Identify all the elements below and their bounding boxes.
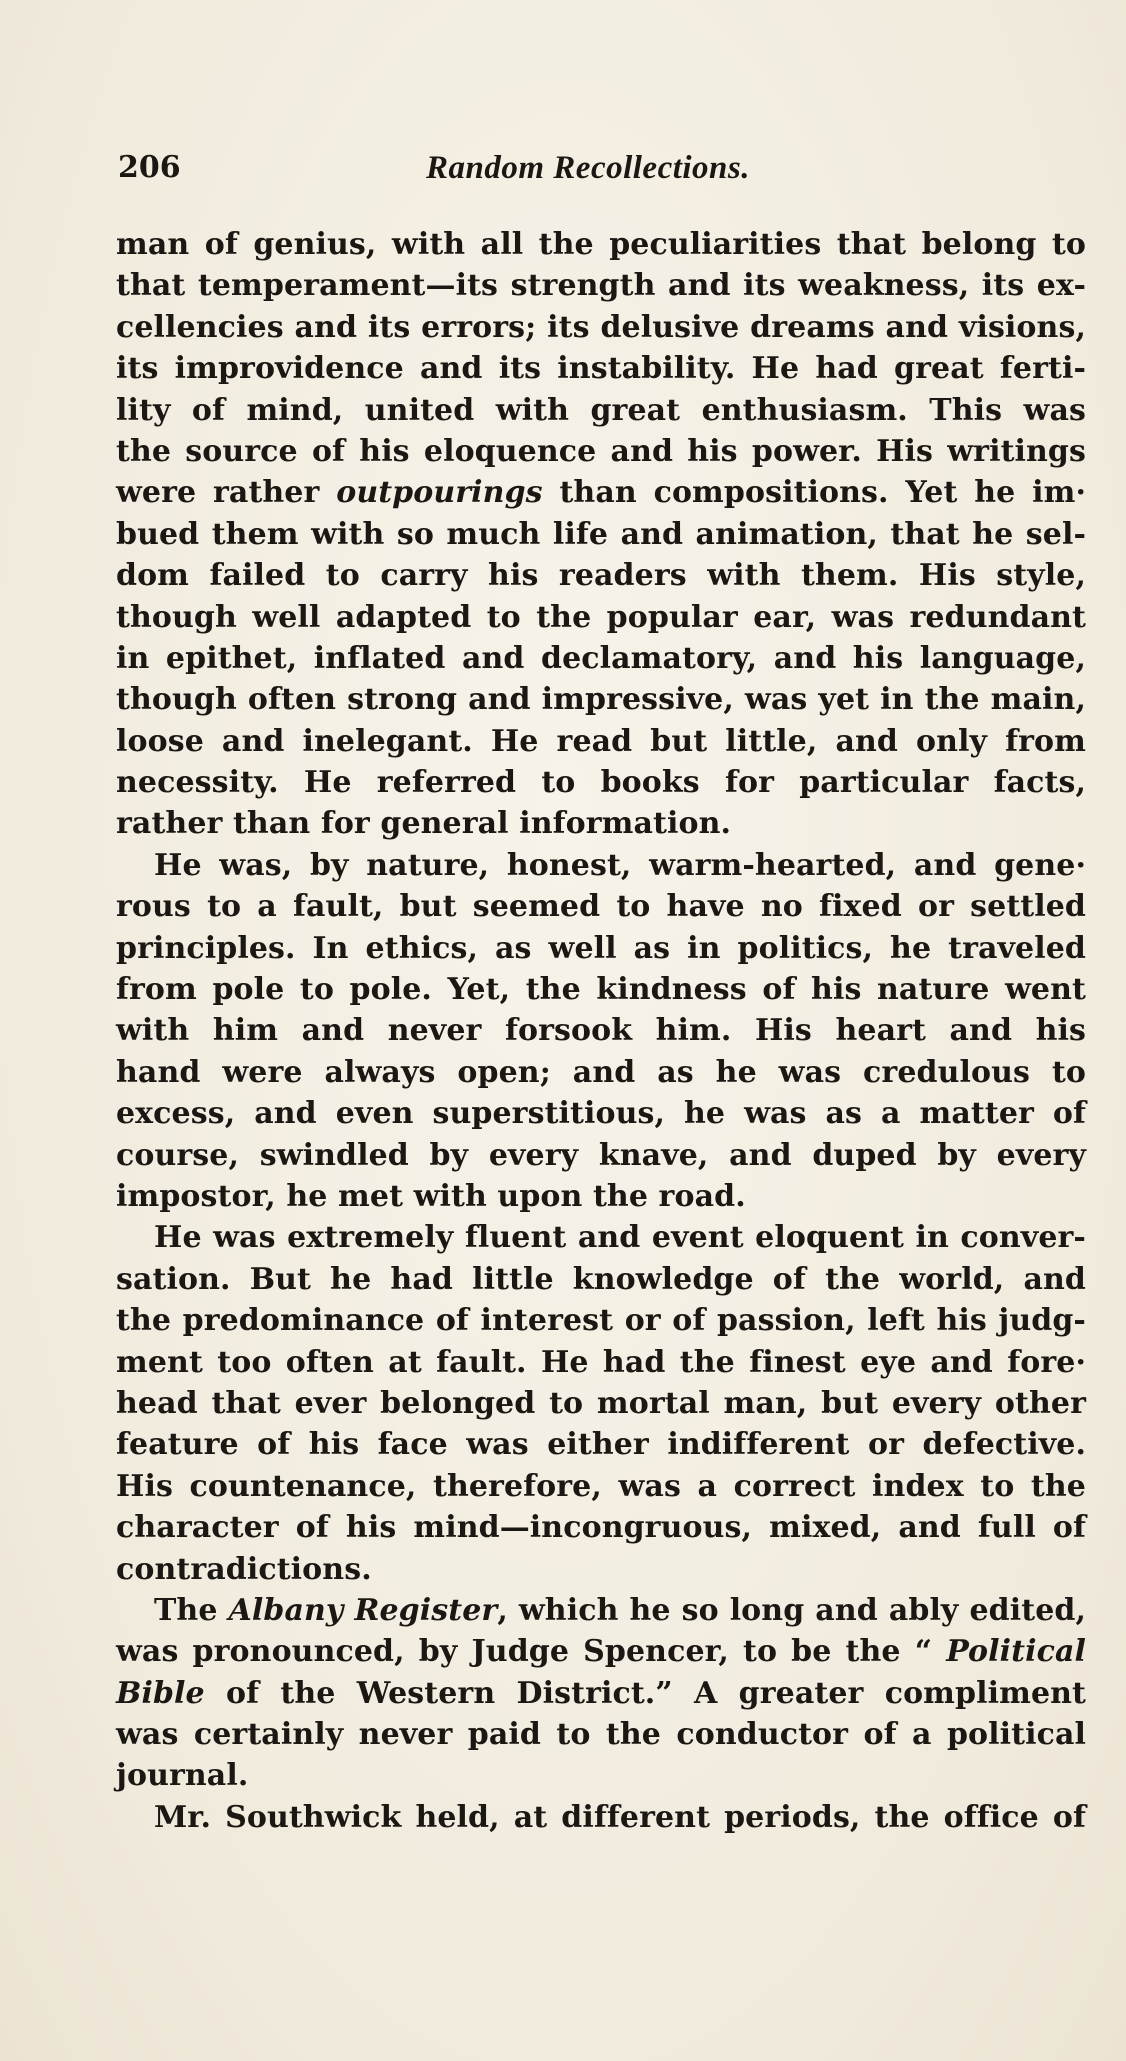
text-segment: from pole to pole. Yet, the kindness of his nature went xyxy=(116,972,1086,1008)
text-segment: the source of his eloquence and his power. His writings xyxy=(116,433,1086,469)
text-line xyxy=(116,1507,1086,1548)
text-line xyxy=(116,1590,1086,1631)
text-segment: course, swindled by every knave, and duped by every xyxy=(116,1137,1086,1173)
text-segment: loose and inelegant. He read but little, and only from xyxy=(116,723,1086,759)
text-line xyxy=(116,803,1086,844)
text-segment: of the Western District.” A greater compliment xyxy=(204,1675,1086,1711)
text-segment: principles. In ethics, as well as in politics, he traveled xyxy=(116,930,1086,966)
text-segment: necessity. He referred to books for particular facts, xyxy=(116,765,1086,801)
text-line xyxy=(116,845,1086,886)
text-line xyxy=(116,1424,1086,1465)
italic-text: Political xyxy=(946,1634,1086,1670)
text-line xyxy=(116,1135,1086,1176)
text-segment: its improvidence and its instability. He had great ferti- xyxy=(116,351,1086,387)
text-line xyxy=(116,1797,1086,1838)
text-line xyxy=(116,1714,1086,1755)
text-segment: lity of mind, united with great enthusiasm. This was xyxy=(116,392,1086,428)
text-line xyxy=(116,638,1086,679)
text-line xyxy=(116,1549,1086,1590)
italic-text: Albany Register xyxy=(228,1592,498,1628)
text-segment: bued them with so much life and animation, that he sel- xyxy=(116,516,1086,552)
text-line xyxy=(116,969,1086,1010)
text-line xyxy=(116,390,1086,431)
text-segment: hand were always open; and as he was credulous to xyxy=(116,1054,1086,1090)
text-line xyxy=(116,514,1086,555)
page-number: 206 xyxy=(118,150,181,185)
text-line xyxy=(116,1673,1086,1714)
text-segment: that temperament—its strength and its weakness, its ex- xyxy=(116,268,1086,304)
text-segment: in epithet, inflated and declamatory, and his language, xyxy=(116,640,1086,676)
text-segment: dom failed to carry his readers with them. His style, xyxy=(116,558,1086,594)
text-line xyxy=(116,1466,1086,1507)
text-line xyxy=(116,1217,1086,1258)
text-segment: character of his mind—incongruous, mixed, and full of xyxy=(116,1510,1086,1546)
text-segment: with him and never forsook him. His heart and his xyxy=(116,1013,1086,1049)
text-line xyxy=(116,307,1086,348)
text-line xyxy=(116,721,1086,762)
text-line xyxy=(116,679,1086,720)
text-line xyxy=(116,886,1086,927)
text-segment: than compositions. Yet he im· xyxy=(542,475,1086,511)
text-segment: excess, and even superstitious, he was as a matter of xyxy=(116,1096,1086,1132)
text-segment: was pronounced, by Judge Spencer, to be the “ xyxy=(116,1634,947,1670)
text-segment: feature of his face was either indifferent or defective. xyxy=(116,1427,1086,1463)
text-line xyxy=(116,1010,1086,1051)
italic-text: outpourings xyxy=(336,475,543,511)
text-segment: journal. xyxy=(116,1758,249,1794)
text-segment: the predominance of interest or of passion, left his judg- xyxy=(116,1303,1086,1339)
text-segment: Mr. Southwick held, at different periods, the office of xyxy=(154,1799,1086,1835)
text-segment: impostor, he met with upon the road. xyxy=(116,1178,746,1214)
text-line xyxy=(116,1383,1086,1424)
text-segment: though often strong and impressive, was yet in the main, xyxy=(116,682,1086,718)
text-line xyxy=(116,265,1086,306)
italic-text: Bible xyxy=(116,1675,205,1711)
text-line xyxy=(116,597,1086,638)
text-line xyxy=(116,1052,1086,1093)
text-line xyxy=(116,1755,1086,1796)
text-line xyxy=(116,472,1086,513)
text-line xyxy=(116,1093,1086,1134)
text-line xyxy=(116,224,1086,265)
text-segment: He was extremely fluent and event eloquent in conver- xyxy=(154,1220,1086,1256)
text-segment: His countenance, therefore, was a correct index to the xyxy=(116,1468,1086,1504)
text-line xyxy=(116,1300,1086,1341)
text-line xyxy=(116,762,1086,803)
text-segment: man of genius, with all the peculiarities that belong to xyxy=(116,227,1086,262)
text-segment: rather than for general information. xyxy=(116,806,732,842)
text-line xyxy=(116,348,1086,389)
text-segment: were rather xyxy=(116,475,337,511)
text-segment: The xyxy=(154,1592,229,1628)
text-segment: sation. But he had little knowledge of the world, and xyxy=(116,1261,1086,1297)
text-line xyxy=(116,555,1086,596)
text-segment: though well adapted to the popular ear, was redundant xyxy=(116,599,1086,635)
text-line xyxy=(116,431,1086,472)
text-line xyxy=(116,1176,1086,1217)
text-segment: ment too often at fault. He had the finest eye and fore· xyxy=(116,1344,1086,1380)
text-segment: rous to a fault, but seemed to have no fixed or settled xyxy=(116,889,1086,925)
text-segment: was certainly never paid to the conductor of a political xyxy=(116,1717,1086,1753)
text-line xyxy=(116,1342,1086,1383)
text-line xyxy=(116,928,1086,969)
body-text xyxy=(116,224,1086,1838)
text-segment: He was, by nature, honest, warm-hearted, and gene· xyxy=(154,847,1086,883)
running-head xyxy=(118,150,918,190)
running-title: Random Recollections. xyxy=(426,150,750,186)
text-segment: , which he so long and ably edited, xyxy=(497,1592,1086,1628)
text-segment: head that ever belonged to mortal man, but every other xyxy=(116,1385,1086,1421)
text-line xyxy=(116,1631,1086,1672)
text-line xyxy=(116,1259,1086,1300)
text-segment: cellencies and its errors; its delusive dreams and visions, xyxy=(116,309,1086,345)
text-segment: contradictions. xyxy=(116,1551,372,1587)
